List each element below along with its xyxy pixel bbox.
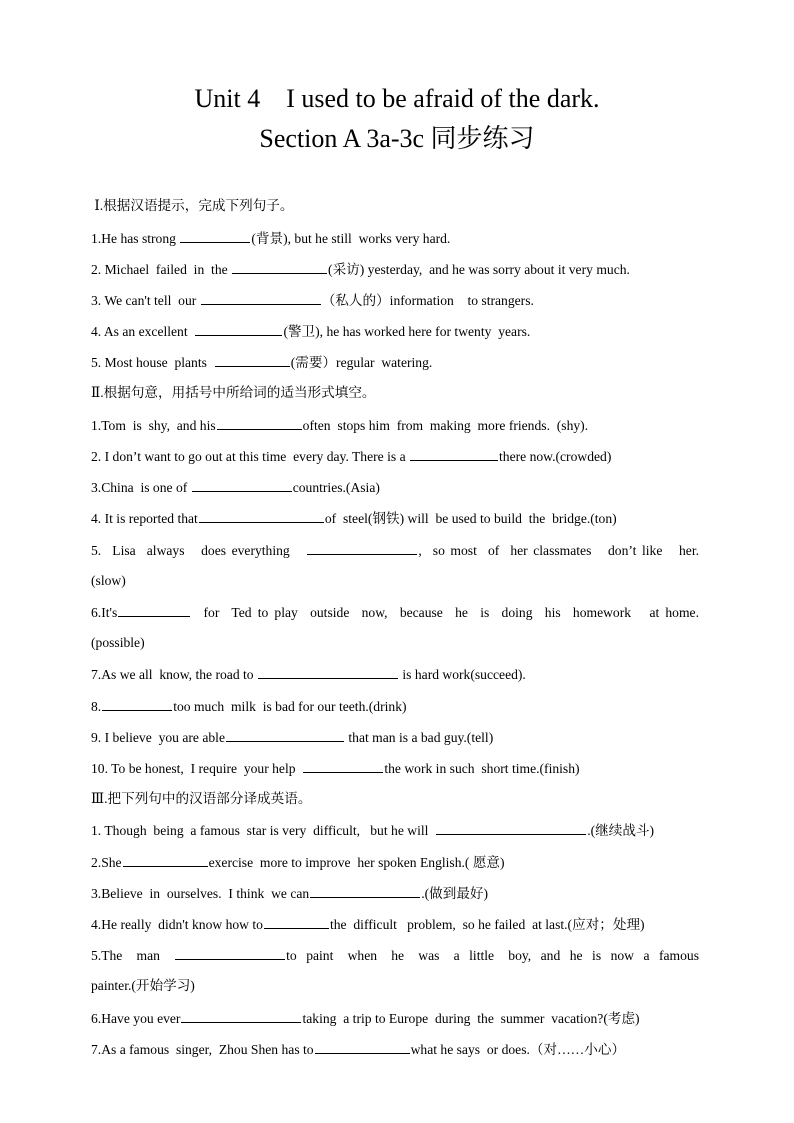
question-2-1 xyxy=(91,416,699,435)
question-text-before: 3. We can't tell our xyxy=(91,293,200,308)
question-text-after: what he says or does.（对……小心） xyxy=(410,1042,626,1057)
question-text-after: for Ted to play outside now, because he is doing his homework at home. xyxy=(191,605,699,620)
question-text-before: 2. I don’t want to go out at this time every day. There is a xyxy=(91,449,409,464)
question-text-before: 6.It's xyxy=(91,605,118,620)
question-text-after: .(继续战斗) xyxy=(587,823,655,838)
answer-blank[interactable] xyxy=(201,291,321,305)
question-text-before: 7.As we all know, the road to xyxy=(91,667,257,682)
answer-blank[interactable] xyxy=(232,260,327,274)
question-text-after: countries.(Asia) xyxy=(292,480,380,495)
question-text-before: 4.He really didn't know how to xyxy=(91,917,263,932)
question-text-before: 1.Tom is shy, and his xyxy=(91,418,216,433)
question-3-5-continued xyxy=(91,977,699,995)
answer-blank[interactable] xyxy=(307,541,417,555)
question-1-3 xyxy=(91,291,699,310)
question-text-after: （私人的）information to strangers. xyxy=(321,293,534,308)
question-text-before: 4. As an excellent xyxy=(91,324,195,339)
question-text-before: 3.China is one of xyxy=(91,480,191,495)
answer-blank[interactable] xyxy=(410,447,498,461)
question-3-6 xyxy=(91,1009,699,1028)
section-heading-text: Ⅰ.根据汉语提示，完成下列句子。 xyxy=(91,198,294,213)
question-text-before: 5.The man xyxy=(91,948,175,963)
question-text-before: 1. Though being a famous star is very difficult, but he will xyxy=(91,823,436,838)
answer-blank[interactable] xyxy=(226,728,344,742)
question-2-8 xyxy=(91,697,699,716)
question-2-5 xyxy=(91,541,699,560)
question-text-after: (警卫), he has worked here for twenty years. xyxy=(283,324,531,339)
question-text-before: 7.As a famous singer, Zhou Shen has to xyxy=(91,1042,314,1057)
answer-blank[interactable] xyxy=(436,821,586,835)
answer-blank[interactable] xyxy=(195,322,282,336)
question-text-before: 4. It is reported that xyxy=(91,511,198,526)
answer-blank[interactable] xyxy=(123,853,208,867)
question-text-after: (采访) yesterday, and he was sorry about it very much. xyxy=(328,262,630,277)
answer-blank[interactable] xyxy=(258,665,398,679)
question-text-before: 8. xyxy=(91,699,102,714)
question-2-2 xyxy=(91,447,699,466)
question-1-5 xyxy=(91,353,699,372)
answer-blank[interactable] xyxy=(199,509,324,523)
answer-blank[interactable] xyxy=(192,478,292,492)
question-text-after: there now.(crowded) xyxy=(499,449,612,464)
question-text-after: too much milk is bad for our teeth.(drink) xyxy=(173,699,407,714)
question-text-before: 3.Believe in ourselves. I think we can xyxy=(91,886,310,901)
question-1-1 xyxy=(91,229,699,248)
answer-blank[interactable] xyxy=(102,697,172,711)
question-text-continued: (possible) xyxy=(91,635,145,650)
question-3-1 xyxy=(91,821,699,840)
question-text-after: is hard work(succeed). xyxy=(399,667,526,682)
question-text-after: (背景), but he still works very hard. xyxy=(251,231,451,246)
question-text-continued: painter.(开始学习) xyxy=(91,978,195,993)
question-3-2 xyxy=(91,853,699,872)
question-text-after: the work in such short time.(finish) xyxy=(384,761,580,776)
question-text-continued: (slow) xyxy=(91,573,126,588)
section-heading-3 xyxy=(91,790,699,808)
question-2-6-continued xyxy=(91,634,699,652)
question-text-after: often stops him from making more friends. (shy). xyxy=(302,418,589,433)
question-text-before: 9. I believe you are able xyxy=(91,730,225,745)
question-text-before: 1.He has strong xyxy=(91,231,180,246)
question-2-5-continued xyxy=(91,572,699,590)
section-heading-text: Ⅱ.根据句意，用括号中所给词的适当形式填空。 xyxy=(91,385,376,400)
question-text-before: 2.She xyxy=(91,855,122,870)
question-text-after: that man is a bad guy.(tell) xyxy=(345,730,494,745)
question-text-before: 10. To be honest, I require your help xyxy=(91,761,303,776)
question-text-before: 2. Michael failed in the xyxy=(91,262,232,277)
question-2-6 xyxy=(91,603,699,622)
question-text-before: 6.Have you ever xyxy=(91,1011,181,1026)
section-heading-text: Ⅲ.把下列句中的汉语部分译成英语。 xyxy=(91,791,312,806)
section-heading-1 xyxy=(91,197,699,215)
question-text-before: 5. Most house plants xyxy=(91,355,214,370)
question-text-after: (需要）regular watering. xyxy=(290,355,433,370)
question-text-after: exercise more to improve her spoken English.( 愿意) xyxy=(208,855,505,870)
question-3-7 xyxy=(91,1040,699,1059)
answer-blank[interactable] xyxy=(118,603,190,617)
question-3-5 xyxy=(91,946,699,965)
title-line-2: Section A 3a-3c 同步练习 xyxy=(259,124,535,153)
answer-blank[interactable] xyxy=(215,353,290,367)
question-text-after: taking a trip to Europe during the summer vacation?(考虑) xyxy=(302,1011,640,1026)
question-text-after: to paint when he was a little boy, and he is now a famous xyxy=(286,948,699,963)
question-2-10 xyxy=(91,759,699,778)
question-1-4 xyxy=(91,322,699,341)
question-2-3 xyxy=(91,478,699,497)
answer-blank[interactable] xyxy=(315,1040,410,1054)
answer-blank[interactable] xyxy=(303,759,383,773)
question-3-4 xyxy=(91,915,699,934)
answer-blank[interactable] xyxy=(217,416,302,430)
answer-blank[interactable] xyxy=(310,884,420,898)
title-line-1: Unit 4 I used to be afraid of the dark. xyxy=(194,84,600,113)
question-1-2 xyxy=(91,260,699,279)
question-2-7 xyxy=(91,665,699,684)
answer-blank[interactable] xyxy=(180,229,250,243)
question-text-after: the difficult problem, so he failed at last.(应对；处理) xyxy=(329,917,645,932)
question-3-3 xyxy=(91,884,699,903)
question-2-4 xyxy=(91,509,699,528)
answer-blank[interactable] xyxy=(175,946,285,960)
section-heading-2 xyxy=(91,384,699,402)
answer-blank[interactable] xyxy=(264,915,329,929)
answer-blank[interactable] xyxy=(181,1009,301,1023)
question-text-after: , so most of her classmates don’t like her. xyxy=(418,543,699,558)
question-text-before: 5. Lisa always does everything xyxy=(91,543,307,558)
question-text-after: of steel(钢铁) will be used to build the bridge.(ton) xyxy=(324,511,617,526)
question-2-9 xyxy=(91,728,699,747)
question-text-after: .(做到最好) xyxy=(421,886,489,901)
